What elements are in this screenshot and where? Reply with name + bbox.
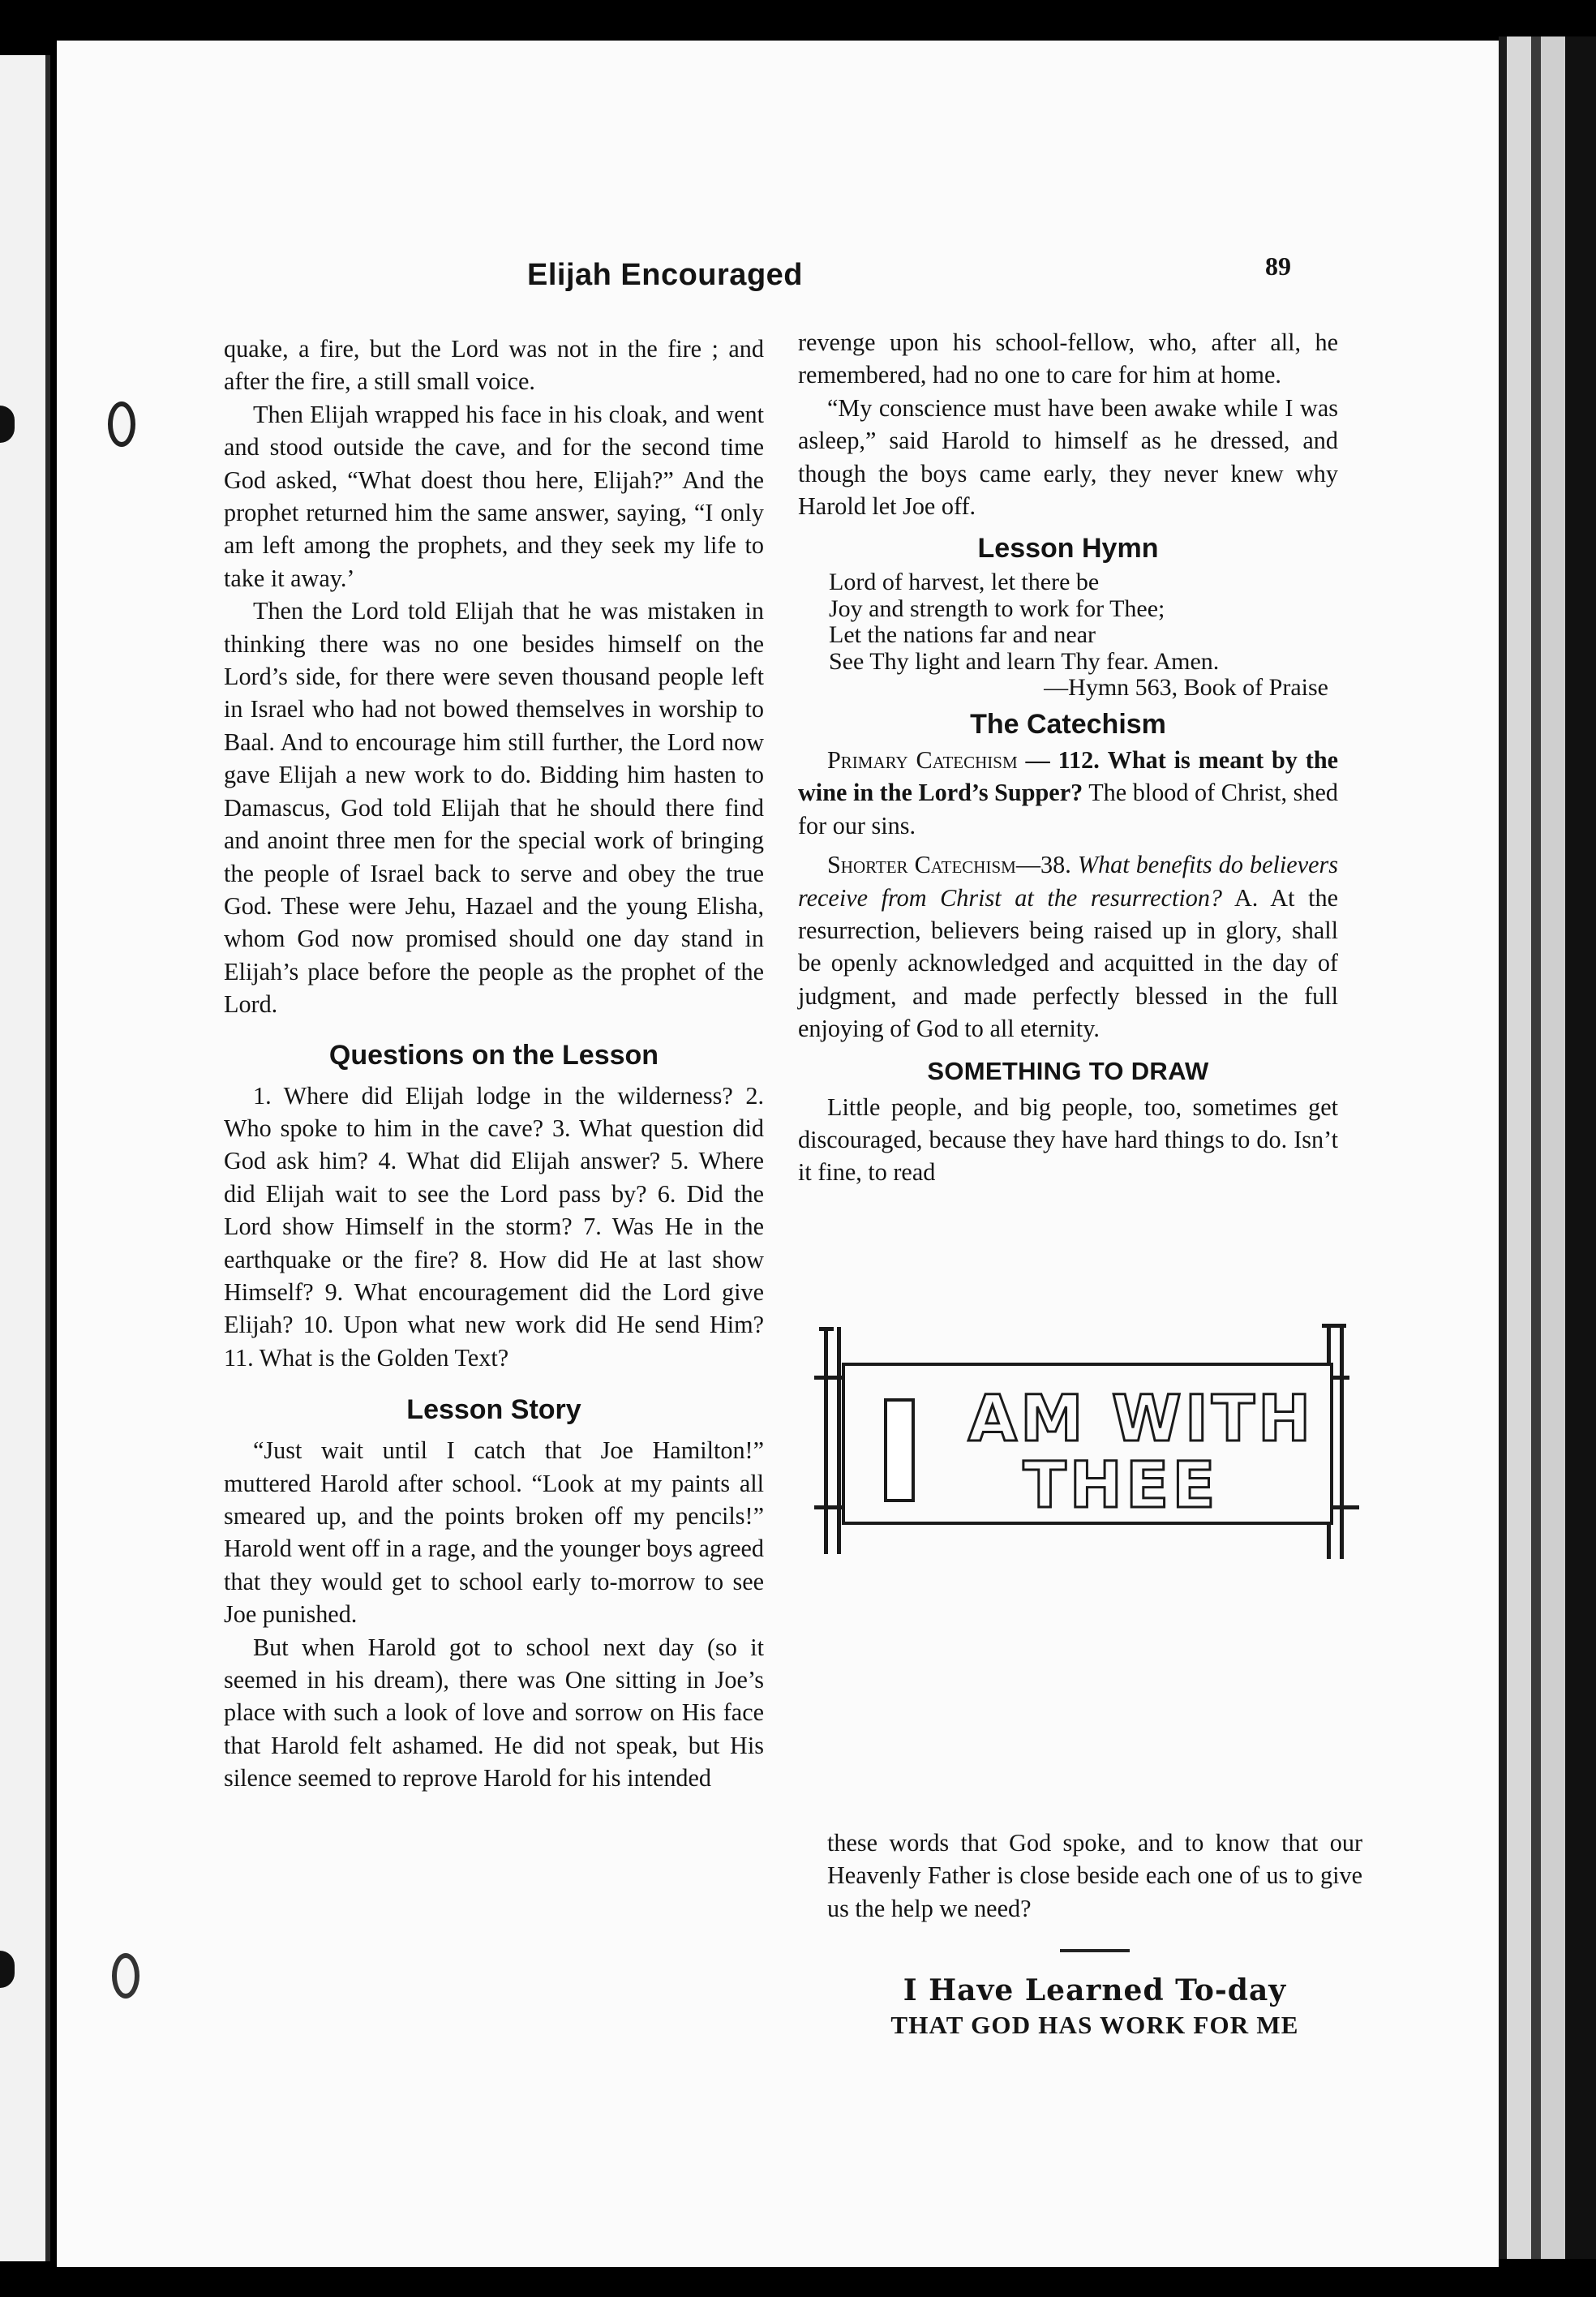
motto-letter-i	[884, 1398, 915, 1502]
motto-line-1: AM WITH	[967, 1383, 1315, 1456]
learned-today-text: THAT GOD HAS WORK FOR ME	[890, 2011, 1299, 2040]
page-stack-edge	[1531, 36, 1541, 2259]
page-stack-edge	[1507, 36, 1531, 2259]
shorter-catechism-question: What benefits do believers receive from Christ at the resurrection?	[798, 851, 1338, 912]
paragraph: But when Harold got to school next day (so it seemed in his dream), there was One sitting in Joe’s place with such a look of love and sorrow on His face that Harold felt ashamed. He did not speak, but His silence seemed to reprove Harold for his intended	[224, 1633, 764, 1793]
learned-today-title: I Have Learned To-day	[903, 1973, 1287, 2008]
left-column	[224, 333, 764, 1795]
paragraph: these words that God spoke, and to know that our Heavenly Father is close beside each one of us to give us the help we need?	[827, 1829, 1362, 1922]
page-number: 89	[1265, 251, 1291, 281]
hymn-line: Let the nations far and near	[829, 621, 1096, 649]
hymn-verse	[829, 569, 1338, 702]
right-column	[798, 326, 1338, 1189]
page-stack-edge	[1499, 36, 1507, 2259]
running-head: Elijah Encouraged	[526, 258, 804, 292]
frame-post	[824, 1327, 828, 1554]
paragraph: Then Elijah wrapped his face in his cloak, and went and stood outside the cave, and for the second time God asked, “What doest thou here, Elijah?” And the prophet returned him the same answer, saying, “I only am left among the prophets, and they seek my life to take it away.’	[224, 400, 764, 592]
questions-paragraph: 1. Where did Elijah lodge in the wilderness? 2. Who spoke to him in the cave? 3. What question did God ask him? 4. What did Elijah answer? 5. Where did Elijah wait to see the Lord pass by? 6. Did the Lord show Himself in the storm? 7. Was He in the earthquake or the fire? 8. How did He at last show Himself? 9. What encouragement did the Lord give Elijah? 10. Upon what new work did He send Him? 11. What is the Golden Text?	[224, 1081, 764, 1372]
paragraph: “My conscience must have been awake while I was asleep,” said Harold to himself as he dressed, and though the boys came early, they never knew why Harold let Joe off.	[798, 393, 1338, 521]
binding-hole	[108, 401, 135, 447]
primary-catechism-label: Primary Catechism	[827, 745, 1018, 774]
primary-catechism	[798, 744, 1338, 842]
motto-panel	[842, 1363, 1333, 1525]
shorter-catechism-answer: A. At the resurrection, believers being raised up in glory, shall be openly acknowledged and acquitted in the day of judgment, and made perfectly blessed in the full enjoying of God to all eternity.	[798, 883, 1338, 1043]
binding-hole	[112, 1953, 139, 1999]
paragraph: Little people, and big people, too, sometimes get discouraged, because they have hard things to do. Isn’t it fine, to read	[798, 1093, 1338, 1187]
motto-illustration	[801, 1320, 1369, 1564]
frame-post	[837, 1327, 841, 1554]
right-column-bottom	[827, 1827, 1362, 2043]
frame-post	[1340, 1324, 1344, 1559]
facing-page-edge	[0, 55, 50, 2261]
divider-rule	[1060, 1949, 1130, 1952]
lesson-story-heading: Lesson Story	[406, 1394, 581, 1426]
frame-post	[819, 1327, 834, 1331]
primary-catechism-question: What is meant by the wine in the Lord’s Supper?	[798, 745, 1339, 807]
lesson-hymn-heading: Lesson Hymn	[977, 533, 1159, 565]
catechism-heading: The Catechism	[970, 708, 1166, 740]
paragraph: revenge upon his school-fellow, who, after all, he remembered, had no one to care for him at home.	[798, 328, 1338, 389]
shorter-catechism-label: Shorter Catechism	[827, 851, 1016, 879]
paragraph: quake, a fire, but the Lord was not in the fire ; and after the fire, a still small voice.	[224, 335, 764, 396]
shorter-catechism	[798, 848, 1338, 1045]
motto-line-2: THEE	[1023, 1449, 1219, 1522]
paragraph: “Just wait until I catch that Joe Hamilton!” muttered Harold after school. “Look at my paints all smeared up, and the points broken off my pencils!” Harold went off in a rage, and the younger boys agreed that they would get to school early to-morrow to see Joe punished.	[224, 1436, 764, 1629]
hymn-line: Lord of harvest, let there be	[829, 569, 1100, 596]
primary-catechism-answer: The blood of Christ, shed for our sins.	[798, 779, 1338, 839]
hymn-line: Joy and strength to work for Thee;	[829, 595, 1165, 622]
questions-heading: Questions on the Lesson	[328, 1039, 659, 1071]
frame-post	[1322, 1324, 1346, 1328]
something-to-draw-heading: SOMETHING TO DRAW	[927, 1056, 1209, 1085]
page-stack-edge	[1541, 36, 1565, 2259]
shorter-catechism-number: —38.	[1015, 851, 1071, 879]
hymn-attribution: —Hymn 563, Book of Praise	[1044, 674, 1328, 702]
page-stack-edge	[1565, 36, 1596, 2259]
paragraph: Then the Lord told Elijah that he was mistaken in thinking there was no one besides himself on the Lord’s side, for there were seven thousand people left in Israel who had not bowed themselves in worship to Baal. And to encourage him still further, the Lord now gave Elijah a new work to do. Bidding him hasten to Damascus, God told Elijah that he should there find and anoint three men for the special work of bringing the people of Israel back to serve and obey the true God. These were Jehu, Hazael and the young Elisha, whom God now promised should one day stand in Elijah’s place before the people as the prophet of the Lord.	[224, 597, 764, 1019]
hymn-line: See Thy light and learn Thy fear. Amen.	[829, 647, 1220, 675]
primary-catechism-number: — 112.	[1025, 745, 1100, 774]
